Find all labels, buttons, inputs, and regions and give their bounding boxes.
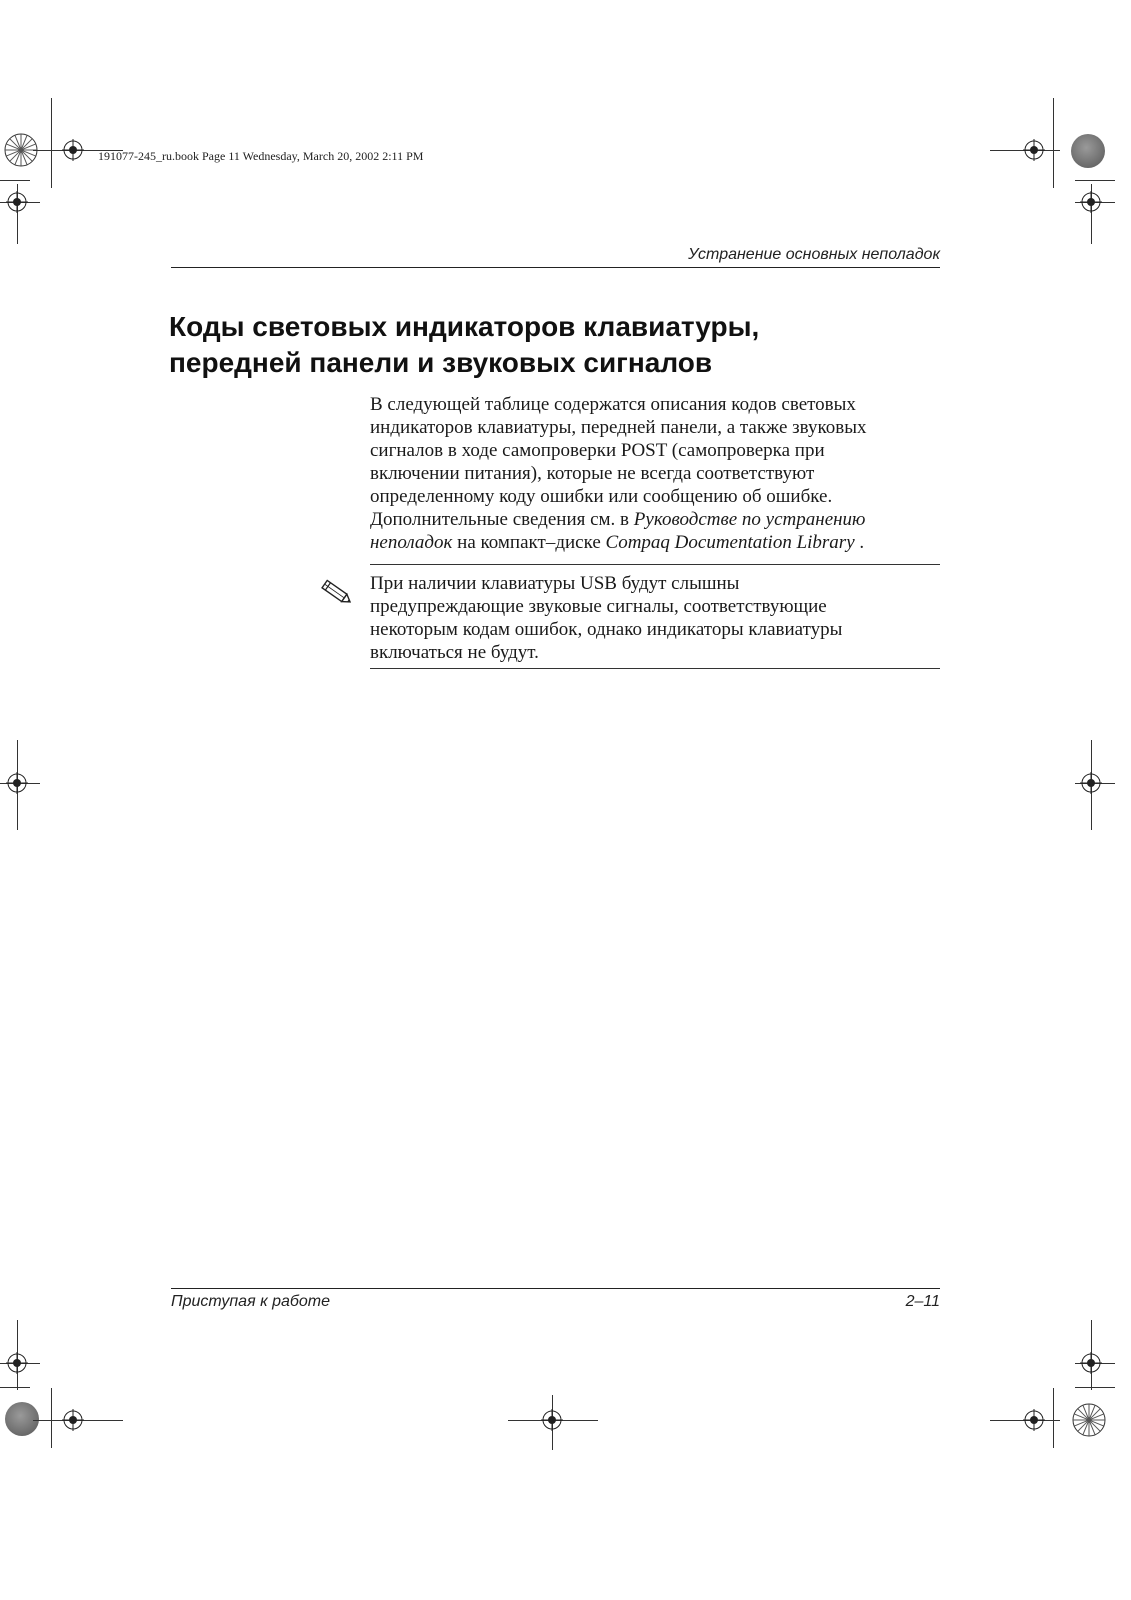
registration-mark-icon	[1080, 1352, 1102, 1374]
registration-mark-icon	[6, 191, 28, 213]
body-line: сигналов в ходе самопроверки POST (самопроверка при	[370, 440, 825, 461]
header-rule	[171, 267, 940, 268]
note-line: При наличии клавиатуры USB будут слышны	[370, 573, 740, 594]
doc-reference: неполадок	[370, 532, 453, 553]
note-rule-bottom	[370, 668, 940, 669]
body-line	[370, 508, 950, 531]
registration-mark-icon	[1080, 772, 1102, 794]
note-line: предупреждающие звуковые сигналы, соответствующие	[370, 596, 827, 617]
registration-mark-icon	[1023, 1409, 1045, 1431]
page-title-line: Коды световых индикаторов клавиатуры,	[169, 311, 760, 342]
footer-book-title: Приступая к работе	[171, 1293, 330, 1310]
body-text: на компакт–диске	[452, 532, 606, 553]
note-line: некоторым кодам ошибок, однако индикаторы клавиатуры	[370, 619, 843, 640]
sunburst-mark-icon	[1072, 1403, 1106, 1437]
page-number: 2–11	[905, 1293, 940, 1310]
body-paragraph	[370, 393, 950, 554]
note-line: включаться не будут.	[370, 642, 539, 663]
gray-target-icon	[1071, 134, 1105, 168]
note-text	[370, 572, 950, 664]
body-line: индикаторов клавиатуры, передней панели, а также звуковых	[370, 417, 867, 438]
gray-target-icon	[5, 1402, 39, 1436]
registration-mark-icon	[6, 772, 28, 794]
body-line: В следующей таблице содержатся описания кодов световых	[370, 394, 856, 415]
cd-title: Compaq Documentation Library	[605, 532, 855, 553]
running-head: Устранение основных неполадок	[688, 246, 940, 263]
body-line: определенному коду ошибки или сообщению об ошибке.	[370, 486, 833, 507]
registration-mark-icon	[541, 1409, 563, 1431]
body-line: включении питания), которые не всегда соответствуют	[370, 463, 815, 484]
registration-mark-icon	[1080, 191, 1102, 213]
note-rule-top	[370, 564, 940, 565]
registration-mark-icon	[6, 1352, 28, 1374]
registration-mark-icon	[62, 139, 84, 161]
doc-reference: Руководстве по устранению	[633, 509, 866, 530]
registration-mark-icon	[62, 1409, 84, 1431]
page-title-line: передней панели и звуковых сигналов	[169, 347, 713, 378]
body-line	[370, 531, 950, 554]
body-text: .	[854, 532, 865, 553]
page-title	[169, 309, 969, 381]
print-slug: 191077-245_ru.book Page 11 Wednesday, March 20, 2002 2:11 PM	[98, 149, 424, 163]
registration-mark-icon	[1023, 139, 1045, 161]
body-text: Дополнительные сведения см. в	[370, 509, 634, 530]
pencil-note-icon	[316, 576, 354, 608]
footer-rule	[171, 1288, 940, 1289]
